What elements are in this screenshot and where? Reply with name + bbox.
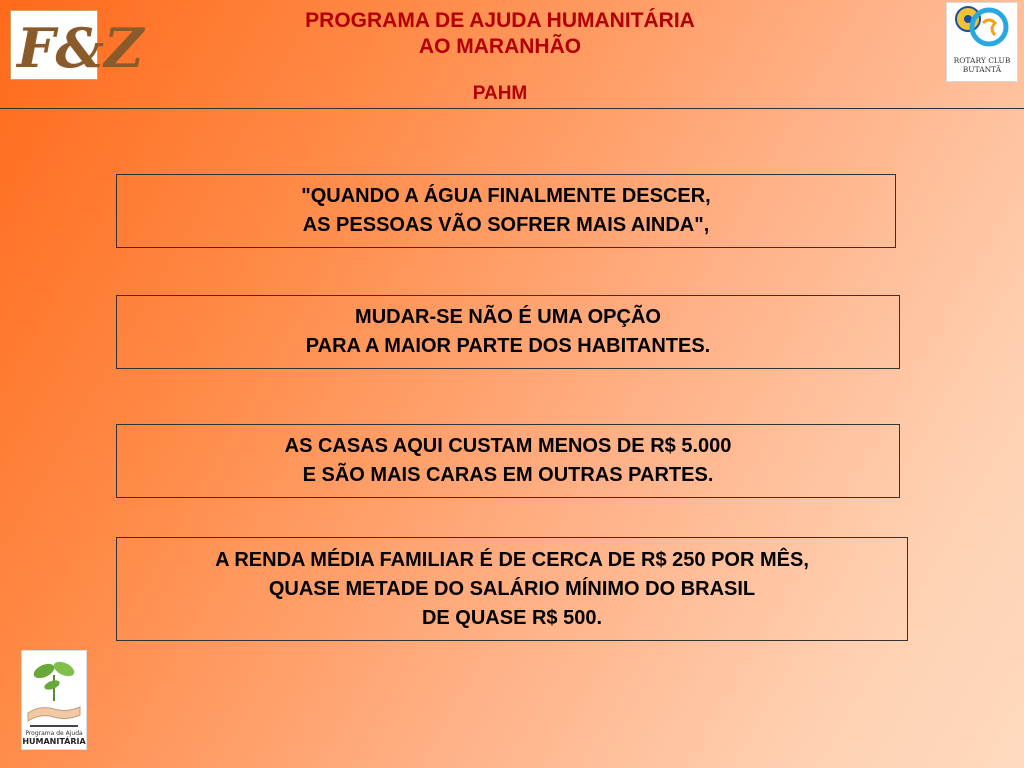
box-text-line: AS PESSOAS VÃO SOFRER MAIS AINDA",: [302, 214, 710, 236]
box-text-line: DE QUASE R$ 500.: [421, 606, 603, 629]
box-text-line: QUASE METADE DO SALÁRIO MÍNIMO DO BRASIL: [268, 577, 756, 600]
title-line-2: AO MARANHÃO: [418, 35, 582, 58]
box-text-line: PARA A MAIOR PARTE DOS HABITANTES.: [305, 335, 711, 357]
page-subtitle: PAHM: [472, 83, 528, 104]
page-title: [180, 8, 820, 60]
box-text-line: E SÃO MAIS CARAS EM OUTRAS PARTES.: [302, 464, 714, 486]
moving-box: [116, 295, 900, 369]
header-divider: [0, 108, 1024, 109]
rotary-label-line2: BUTANTÃ: [962, 65, 1002, 74]
house-cost-box: [116, 424, 900, 498]
logo-bar: [30, 725, 78, 727]
rotary-label-line1: ROTARY CLUB: [953, 56, 1011, 65]
fz-logo-graphic: [11, 11, 144, 80]
humanitarian-program-logo: [21, 650, 87, 750]
box-text-line: AS CASAS AQUI CUSTAM MENOS DE R$ 5.000: [284, 435, 732, 457]
box-text-line: A RENDA MÉDIA FAMILIAR É DE CERCA DE R$ 250 POR MÊS,: [215, 548, 809, 571]
rotary-club-logo: [946, 2, 1018, 82]
leaf-icon: [43, 679, 61, 692]
footer-logo-line2: HUMANITÁRIA: [22, 737, 86, 746]
handshake-icon: [28, 707, 80, 721]
income-box: [116, 537, 908, 641]
rotary-logo-graphic: [947, 3, 1017, 81]
fz-logo: [10, 10, 144, 80]
orange-swirl-icon: [983, 20, 995, 35]
fz-logo-text: F&Z: [17, 16, 144, 80]
footer-logo-line1: Programa de Ajuda: [25, 730, 83, 737]
quote-box: [116, 174, 896, 248]
leaf-icon: [51, 659, 76, 679]
box-text-line: MUDAR-SE NÃO É UMA OPÇÃO: [355, 306, 661, 328]
box-text-line: "QUANDO A ÁGUA FINALMENTE DESCER,: [301, 185, 711, 207]
title-line-1: PROGRAMA DE AJUDA HUMANITÁRIA: [305, 9, 695, 32]
leaf-icon: [31, 661, 56, 681]
humanitarian-logo-graphic: [22, 651, 86, 749]
